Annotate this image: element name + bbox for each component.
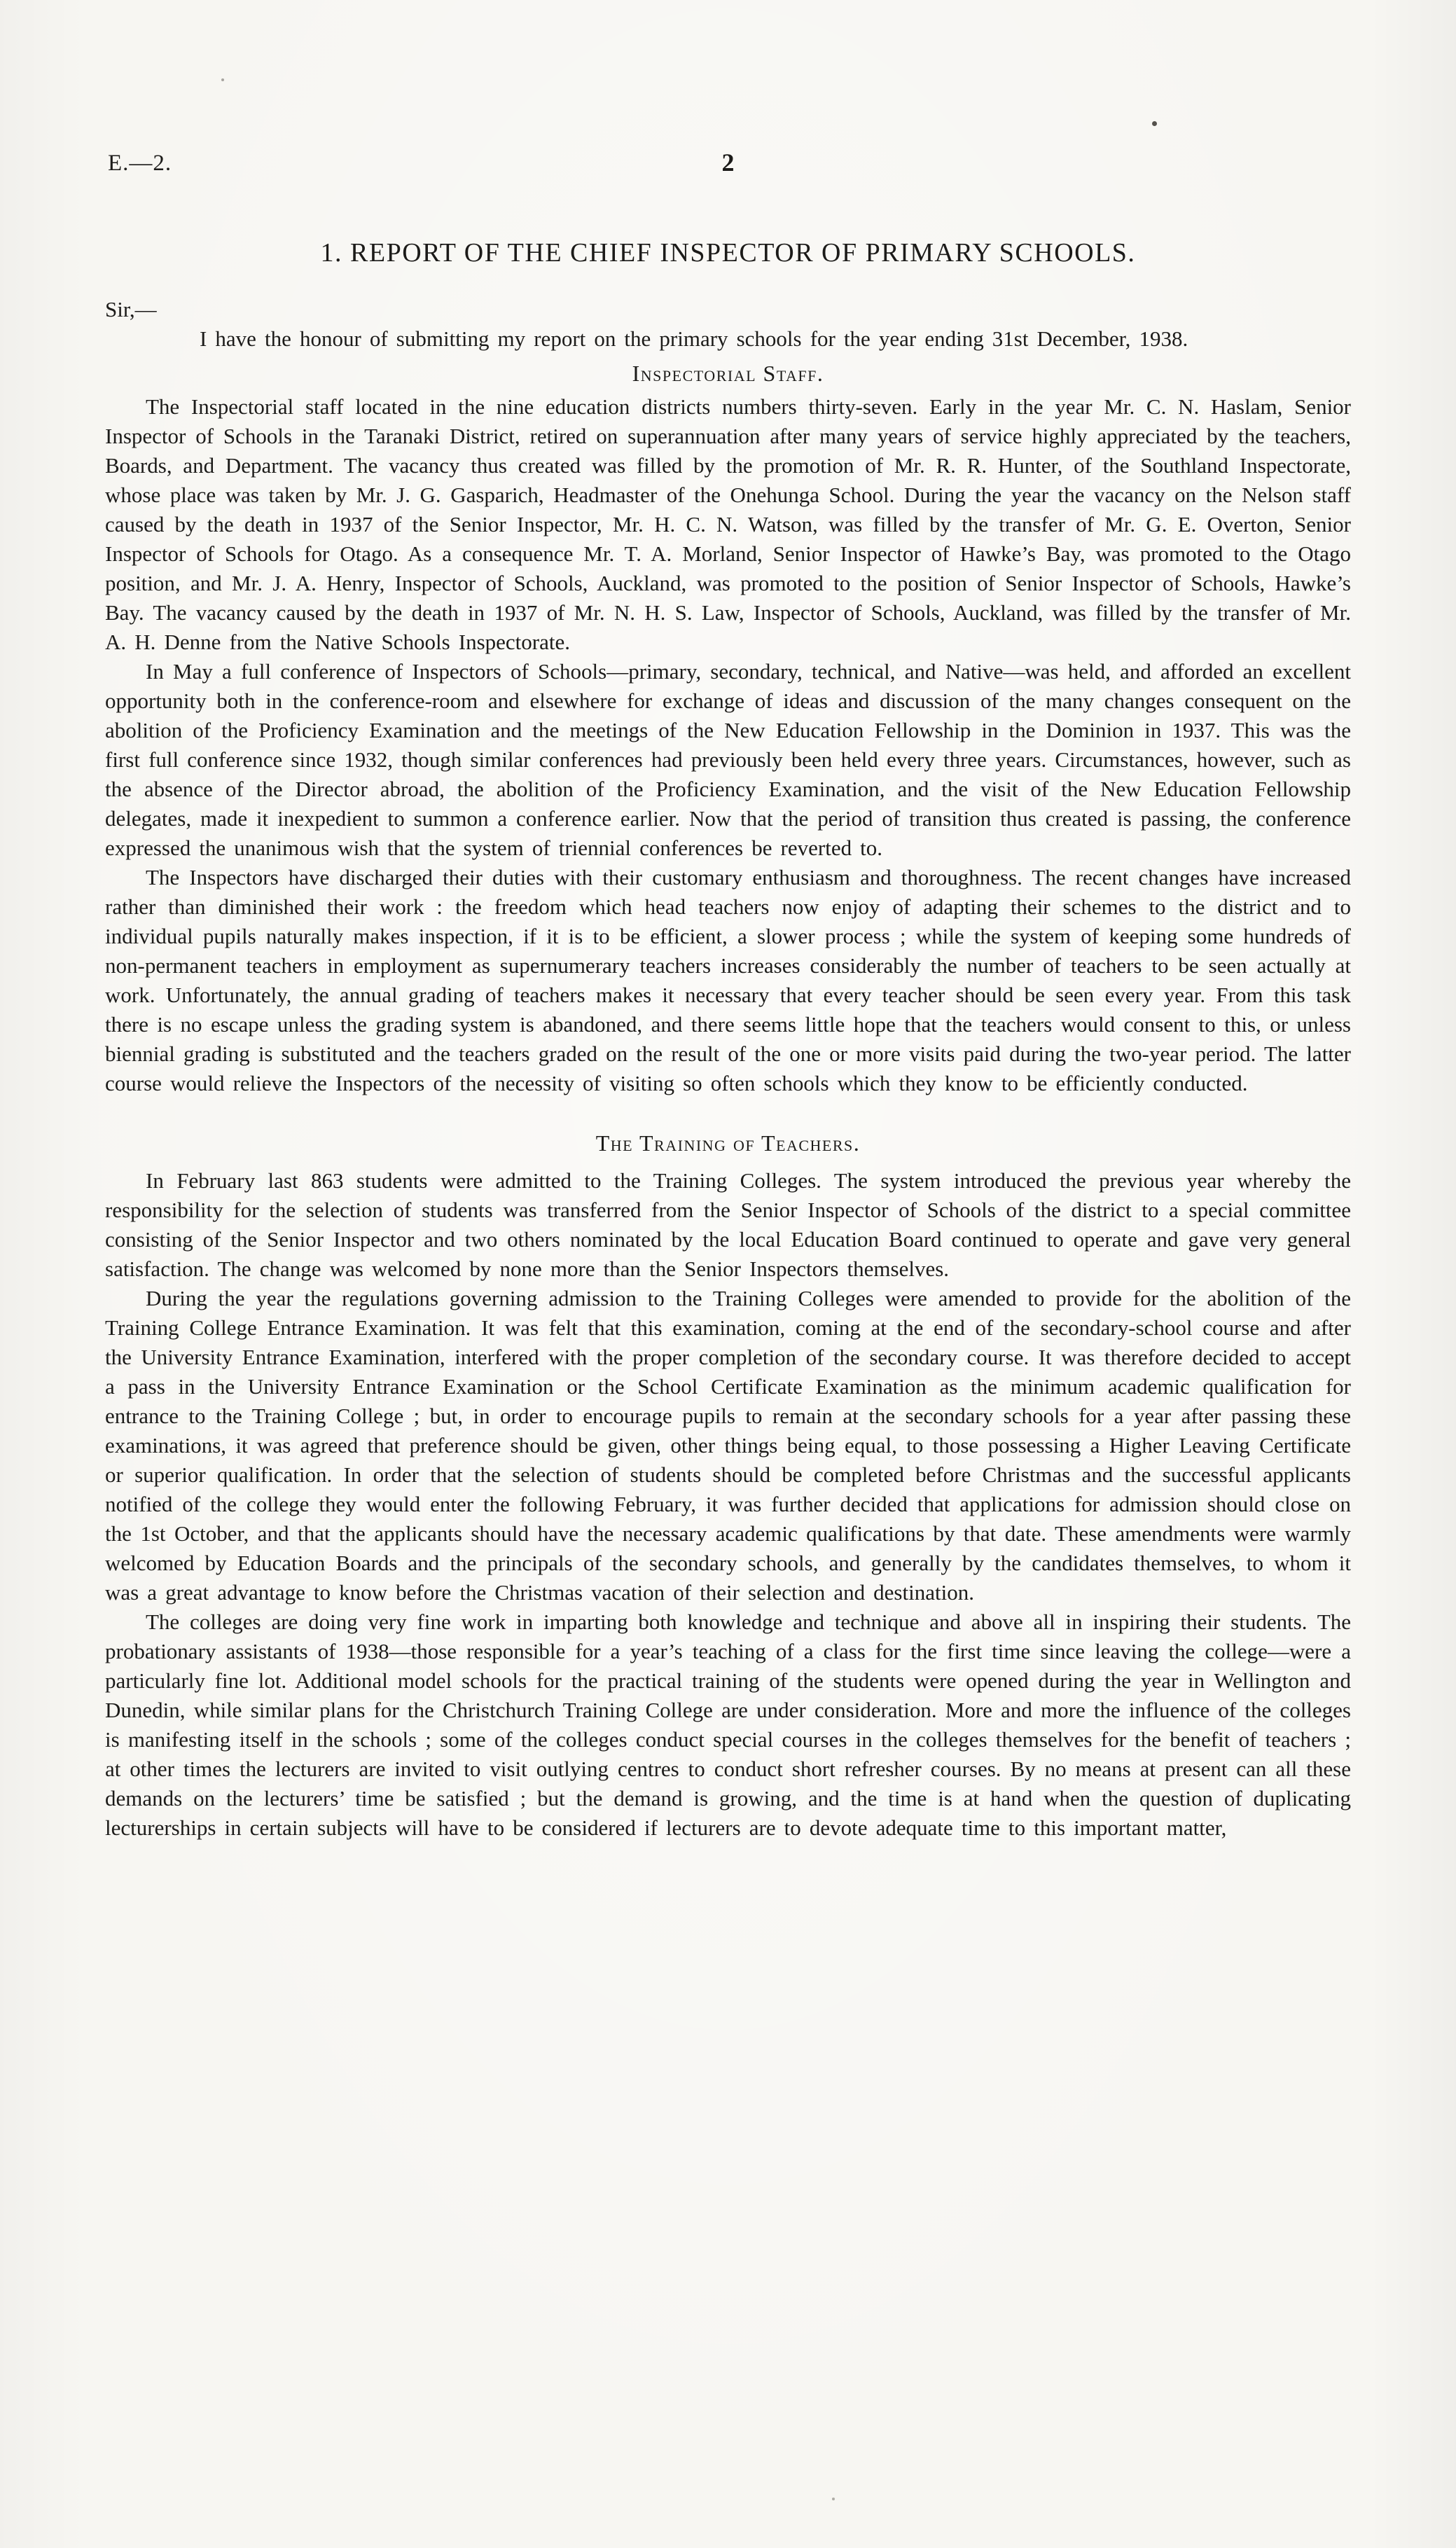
section-heading: The Training of Teachers.: [595, 1130, 861, 1156]
paragraph: The colleges are doing very fine work in imparting both knowledge and technique and above all in inspiring their students. The probationary assistants of 1938—those responsible for a year’s teaching of a class for the first time since leaving the college—were a particularly fine lot. Additional model schools for the practical training of the students were opened during the year in Wellington and Dunedin, while similar plans for the Christchurch Training College are under consideration. More and more the influence of the colleges is manifesting itself in the schools ; some of the colleges conduct special courses in the colleges themselves for the benefit of teachers ; at other times the lecturers are invited to visit outlying centres to conduct short refresher courses. By no means at present can all these demands on the lecturers’ time be satisfied ; but the demand is growing, and the time is at hand when the question of duplicating lecturerships in certain subjects will have to be considered if lecturers are to devote adequate time to this important matter,: [105, 1609, 1351, 1840]
salutation: Sir,—: [105, 297, 157, 321]
intro-paragraph: I have the honour of submitting my report on the primary schools for the year ending 31st December, 1938.: [200, 326, 1188, 351]
page-number: 2: [721, 148, 735, 176]
paragraph: The Inspectors have discharged their duties with their customary enthusiasm and thoroughness. The recent changes have increased rather than diminished their work : the freedom which head teachers now enjoy of adapting their schemes to the district and to individual pupils naturally makes inspection, if it is to be efficient, a slower process ; while the system of keeping some hundreds of non-permanent teachers in employment as supernumerary teachers increases considerably the number of teachers to be seen actually at work. Unfortunately, the annual grading of teachers makes it necessary that every teacher should be seen every year. From this task there is no escape unless the grading system is abandoned, and there seems little hope that the teachers would consent to this, or unless biennial grading is substituted and the teachers graded on the result of the one or more visits paid during the two-year period. The latter course would relieve the Inspectors of the necessity of visiting so often schools which they know to be efficiently conducted.: [105, 865, 1351, 1095]
paragraph: The Inspectorial staff located in the nine education districts numbers thirty-seven. Early in the year Mr. C. N. Haslam, Senior Inspector of Schools in the Taranaki District, retired on superannuation after many years of service highly appreciated by the teachers, Boards, and Department. The vacancy thus created was filled by the promotion of Mr. R. R. Hunter, of the Southland Inspectorate, whose place was taken by Mr. J. G. Gasparich, Headmaster of the Onehunga School. During the year the vacancy on the Nelson staff caused by the death in 1937 of the Senior Inspector, Mr. H. C. N. Watson, was filled by the transfer of Mr. G. E. Overton, Senior Inspector of Schools for Otago. As a consequence Mr. T. A. Morland, Senior Inspector of Hawke’s Bay, was promoted to the Otago position, and Mr. J. A. Henry, Inspector of Schools, Auckland, was promoted to the position of Senior Inspector of Schools, Hawke’s Bay. The vacancy caused by the death in 1937 of Mr. N. H. S. Law, Inspector of Schools, Auckland, was filled by the transfer of Mr. A. H. Denne from the Native Schools Inspectorate.: [105, 394, 1351, 654]
scan-speck: [221, 78, 224, 81]
paragraph: In February last 863 students were admitted to the Training Colleges. The system introduced the previous year whereby the responsibility for the selection of students was transferred from the Senior Inspector of Schools of the district to a special committee consisting of the Senior Inspector and two others nominated by the local Education Board continued to operate and gave very general satisfaction. The change was welcomed by none more than the Senior Inspectors themselves.: [105, 1168, 1351, 1281]
scan-speck: [832, 2498, 835, 2500]
paragraph: During the year the regulations governing admission to the Training Colleges were amended to provide for the abolition of the Training College Entrance Examination. It was felt that this examination, coming at the end of the secondary-school course and after the University Entrance Examination, interfered with the proper completion of the secondary course. It was therefore decided to accept a pass in the University Entrance Examination or the School Certificate Examination as the minimum academic qualification for entrance to the Training College ; but, in order to encourage pupils to remain at the secondary schools for a year after passing these examinations, it was agreed that preference should be given, other things being equal, to those possessing a Higher Leaving Certificate or superior qualification. In order that the selection of students should be completed before Christmas and the successful applicants notified of the college they would enter the following February, it was further decided that applications for admission should close on the 1st October, and that the applicants should have the necessary academic qualifications by that date. These amendments were warmly welcomed by Education Boards and the principals of the secondary schools, and generally by the candidates themselves, to whom it was a great advantage to know before the Christmas vacation of their selection and destination.: [105, 1286, 1351, 1605]
section-training-of-teachers: [105, 1130, 1351, 1843]
scan-speck: [1152, 121, 1157, 126]
paragraph: In May a full conference of Inspectors of Schools—primary, secondary, technical, and Native—was held, and afforded an excellent opportunity both in the conference-room and elsewhere for exchange of ideas and discussion of the many changes consequent on the abolition of the Proficiency Examination and the meetings of the New Education Fellowship in the Dominion in 1937. This was the first full conference since 1932, though similar conferences had previously been held every three years. Circumstances, however, such as the absence of the Director abroad, the abolition of the Proficiency Examination, and the visit of the New Education Fellowship delegates, made it inexpedient to summon a conference earlier. Now that the period of transition thus created is passing, the conference expressed the unanimous wish that the system of triennial conferences be reverted to.: [105, 659, 1351, 860]
page-header: [105, 148, 1351, 183]
report-code: E.—2.: [108, 151, 172, 176]
section-inspectorial-staff: [105, 361, 1351, 1098]
report-title: 1. REPORT OF THE CHIEF INSPECTOR OF PRIMARY SCHOOLS.: [320, 238, 1136, 268]
section-heading: Inspectorial Staff.: [632, 361, 824, 386]
